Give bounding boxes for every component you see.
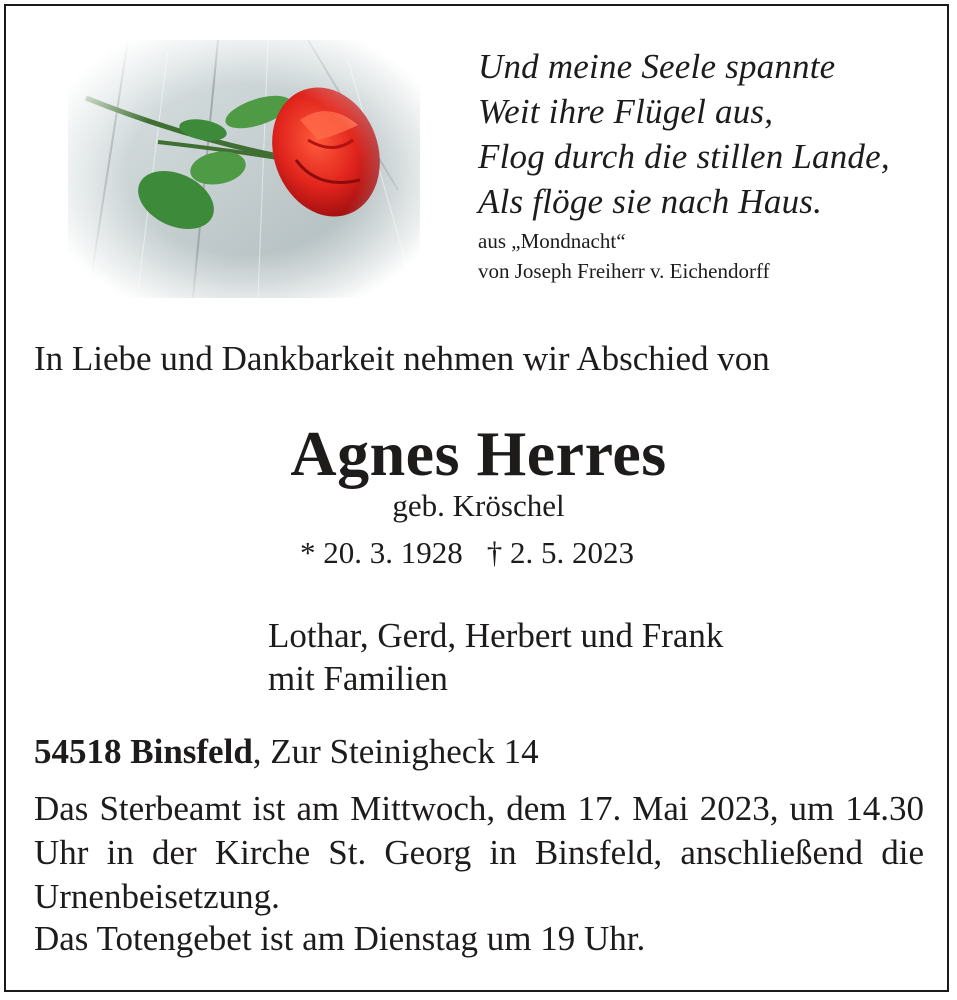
deceased-name: Agnes Herres	[290, 418, 667, 489]
poem	[478, 44, 918, 286]
intro-text: In Liebe und Dankbarkeit nehmen wir Abschied von	[34, 339, 770, 378]
prayer-info: Das Totengebet ist am Dienstag um 19 Uhr.	[34, 919, 646, 958]
poem-line: Flog durch die stillen Lande,	[478, 137, 890, 176]
birth-name: geb. Kröschel	[392, 488, 565, 523]
mourners-families: mit Familien	[268, 659, 448, 698]
service-info: Das Sterbeamt ist am Mittwoch, dem 17. Mai 2023, um 14.30 Uhr in der Kirche St. Georg in Binsfeld, anschließend die Urnenbeisetzung.	[34, 789, 924, 916]
poem-source-title: aus „Mondnacht“	[478, 229, 626, 253]
poem-line: Weit ihre Flügel aus,	[478, 92, 774, 131]
address-place: 54518 Binsfeld	[34, 732, 253, 771]
poem-line: Und meine Seele spannte	[478, 47, 836, 86]
rose-image	[68, 40, 420, 298]
mourners-names: Lothar, Gerd, Herbert und Frank	[268, 616, 724, 655]
poem-line: Als flöge sie nach Haus.	[478, 182, 823, 221]
birth-date: * 20. 3. 1928	[300, 535, 463, 570]
address	[34, 730, 539, 774]
mourners	[268, 614, 723, 700]
death-date: † 2. 5. 2023	[486, 535, 634, 570]
address-street: , Zur Steinigheck 14	[252, 732, 539, 771]
poem-source-author: von Joseph Freiherr v. Eichendorff	[478, 259, 770, 283]
poem-source	[478, 226, 918, 286]
life-dates	[300, 533, 634, 573]
